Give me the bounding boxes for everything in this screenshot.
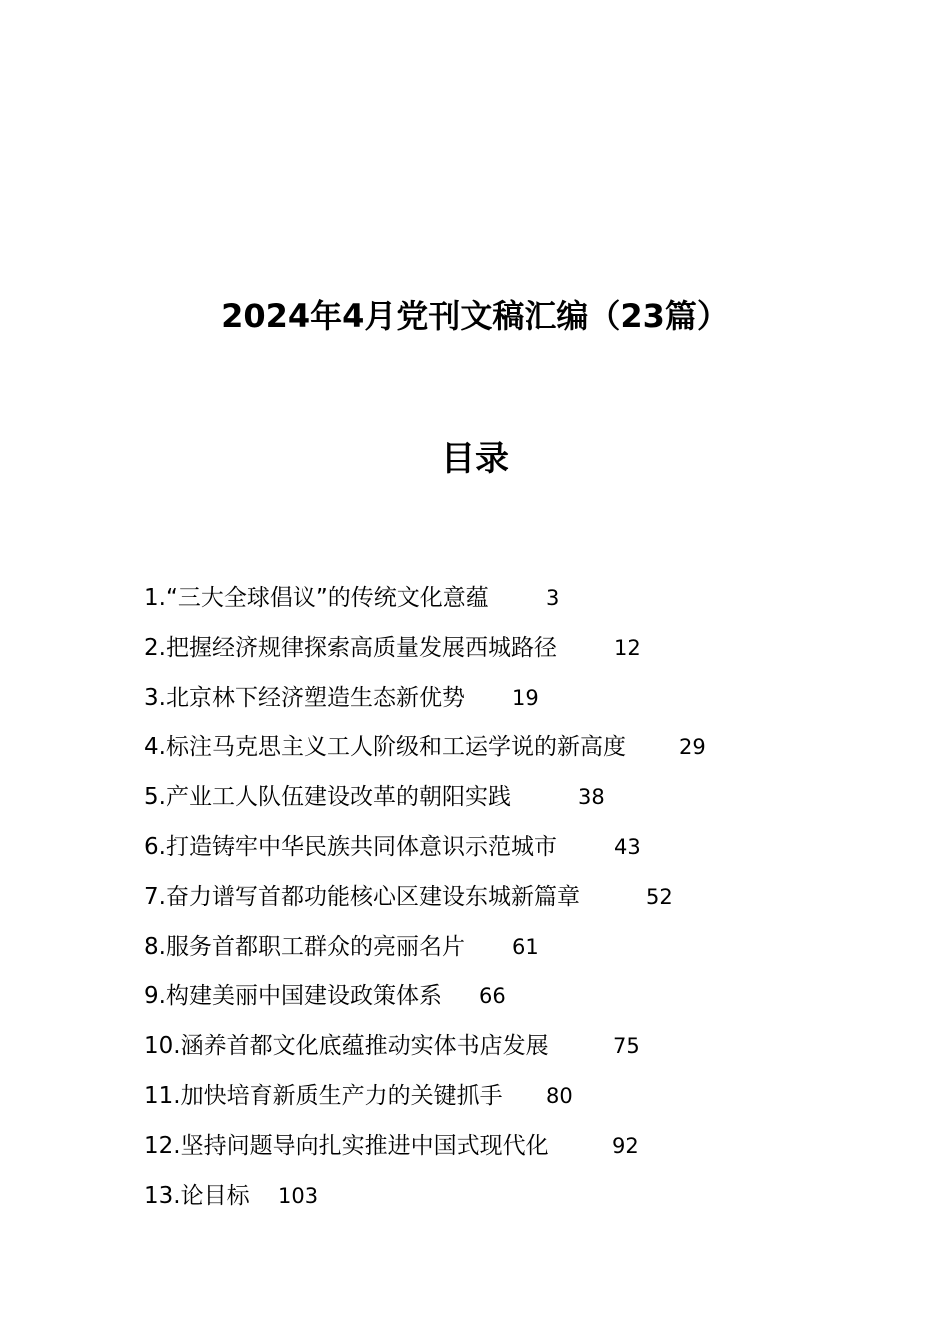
toc-entry[interactable] <box>144 927 844 977</box>
toc-entry-title: 6.打造铸牢中华民族共同体意识示范城市 <box>144 833 557 860</box>
toc-entry[interactable] <box>144 678 844 728</box>
table-of-contents <box>144 578 844 1225</box>
toc-entry-title: 11.加快培育新质生产力的关键抓手 <box>144 1082 503 1109</box>
toc-entry-page: 3 <box>546 586 560 610</box>
toc-entry[interactable] <box>144 777 844 827</box>
toc-entry[interactable] <box>144 976 844 1026</box>
toc-entry-title: 1.“三大全球倡议”的传统文化意蕴 <box>144 585 489 611</box>
toc-entry-title: 7.奋力谱写首都功能核心区建设东城新篇章 <box>144 883 580 910</box>
toc-entry-page: 29 <box>679 735 706 760</box>
toc-entry-page: 43 <box>614 834 641 859</box>
toc-entry[interactable] <box>144 1176 844 1226</box>
toc-entry-title: 2.把握经济规律探索高质量发展西城路径 <box>144 634 557 661</box>
toc-entry[interactable] <box>144 877 844 927</box>
toc-entry-page: 38 <box>578 785 605 810</box>
toc-entry-title: 9.构建美丽中国建设政策体系 <box>144 983 442 1010</box>
toc-entry-title: 12.坚持问题导向扎实推进中国式现代化 <box>144 1132 549 1159</box>
toc-entry-title: 10.涵养首都文化底蕴推动实体书店发展 <box>144 1033 549 1060</box>
toc-entry[interactable] <box>144 628 844 678</box>
toc-entry[interactable] <box>144 1076 844 1126</box>
document-title: 2024年4月党刊文稿汇编（23篇） <box>221 297 729 335</box>
toc-heading: 目录 <box>441 439 509 479</box>
toc-entry-page: 66 <box>479 984 506 1009</box>
toc-entry-page: 92 <box>612 1133 639 1158</box>
toc-entry-page: 103 <box>278 1183 319 1208</box>
toc-entry-title: 5.产业工人队伍建设改革的朝阳实践 <box>144 784 511 811</box>
toc-entry[interactable] <box>144 1026 844 1076</box>
toc-entry-title: 13.论目标 <box>144 1182 250 1209</box>
toc-entry-page: 19 <box>512 685 539 710</box>
toc-entry-title: 3.北京林下经济塑造生态新优势 <box>144 684 465 711</box>
toc-entry[interactable] <box>144 1126 844 1176</box>
toc-entry[interactable] <box>144 827 844 877</box>
toc-entry-page: 61 <box>512 934 539 959</box>
toc-entry-title: 8.服务首都职工群众的亮丽名片 <box>144 933 465 960</box>
toc-entry-page: 75 <box>613 1034 640 1059</box>
toc-entry-page: 12 <box>614 635 641 660</box>
toc-entry-page: 52 <box>646 884 673 909</box>
toc-entry-title: 4.标注马克思主义工人阶级和工运学说的新高度 <box>144 734 626 761</box>
toc-entry-page: 80 <box>546 1083 573 1108</box>
toc-entry[interactable] <box>144 727 844 777</box>
toc-entry[interactable] <box>144 578 844 628</box>
